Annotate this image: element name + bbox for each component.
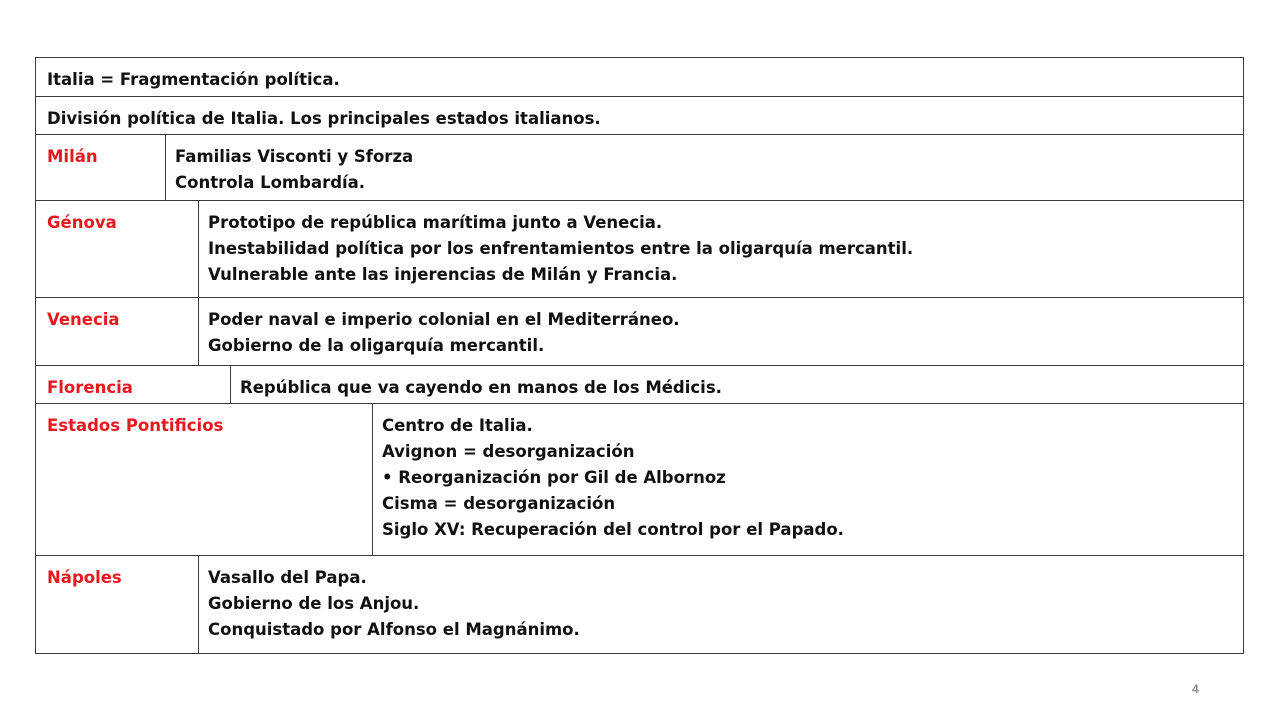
state-name: Estados Pontificios xyxy=(36,404,373,555)
table-title: Italia = Fragmentación política. xyxy=(47,70,340,89)
state-row-napoles xyxy=(35,556,1244,654)
state-name: Venecia xyxy=(36,298,199,365)
title-row xyxy=(35,57,1244,97)
description-line: Cisma = desorganización xyxy=(382,494,616,513)
description-line: Controla Lombardía. xyxy=(175,173,366,192)
description-line: Familias Visconti y Sforza xyxy=(175,147,414,166)
state-row-milan xyxy=(35,135,1244,201)
state-description xyxy=(199,556,1243,653)
page-number: 4 xyxy=(1192,682,1199,696)
description-line: Poder naval e imperio colonial en el Mediterráneo. xyxy=(208,310,680,329)
description-line: República que va cayendo en manos de los Médicis. xyxy=(240,378,722,397)
description-line: Gobierno de la oligarquía mercantil. xyxy=(208,336,545,355)
state-description xyxy=(231,366,1243,403)
table-subtitle: División política de Italia. Los principales estados italianos. xyxy=(47,109,601,128)
subtitle-row xyxy=(35,97,1244,135)
state-row-florencia xyxy=(35,366,1244,404)
state-description xyxy=(166,135,1243,200)
state-description xyxy=(199,201,1243,297)
description-line: Vasallo del Papa. xyxy=(208,568,367,587)
state-name: Milán xyxy=(36,135,166,200)
description-line: Gobierno de los Anjou. xyxy=(208,594,420,613)
state-row-genova xyxy=(35,201,1244,298)
state-name: Florencia xyxy=(36,366,231,403)
description-line: Avignon = desorganización xyxy=(382,442,635,461)
state-description xyxy=(199,298,1243,365)
states-table xyxy=(35,57,1246,654)
bullet-line: • Reorganización por Gil de Albornoz xyxy=(382,468,726,487)
description-line: Vulnerable ante las injerencias de Milán y Francia. xyxy=(208,265,678,284)
state-description xyxy=(373,404,1243,555)
state-name: Génova xyxy=(36,201,199,297)
description-line: Prototipo de república marítima junto a Venecia. xyxy=(208,213,663,232)
description-line: Siglo XV: Recuperación del control por el Papado. xyxy=(382,520,844,539)
state-row-estados-pontificios xyxy=(35,404,1244,556)
state-row-venecia xyxy=(35,298,1244,366)
state-name: Nápoles xyxy=(36,556,199,653)
description-line: Inestabilidad política por los enfrentamientos entre la oligarquía mercantil. xyxy=(208,239,914,258)
description-line: Conquistado por Alfonso el Magnánimo. xyxy=(208,620,580,639)
description-line: Centro de Italia. xyxy=(382,416,533,435)
